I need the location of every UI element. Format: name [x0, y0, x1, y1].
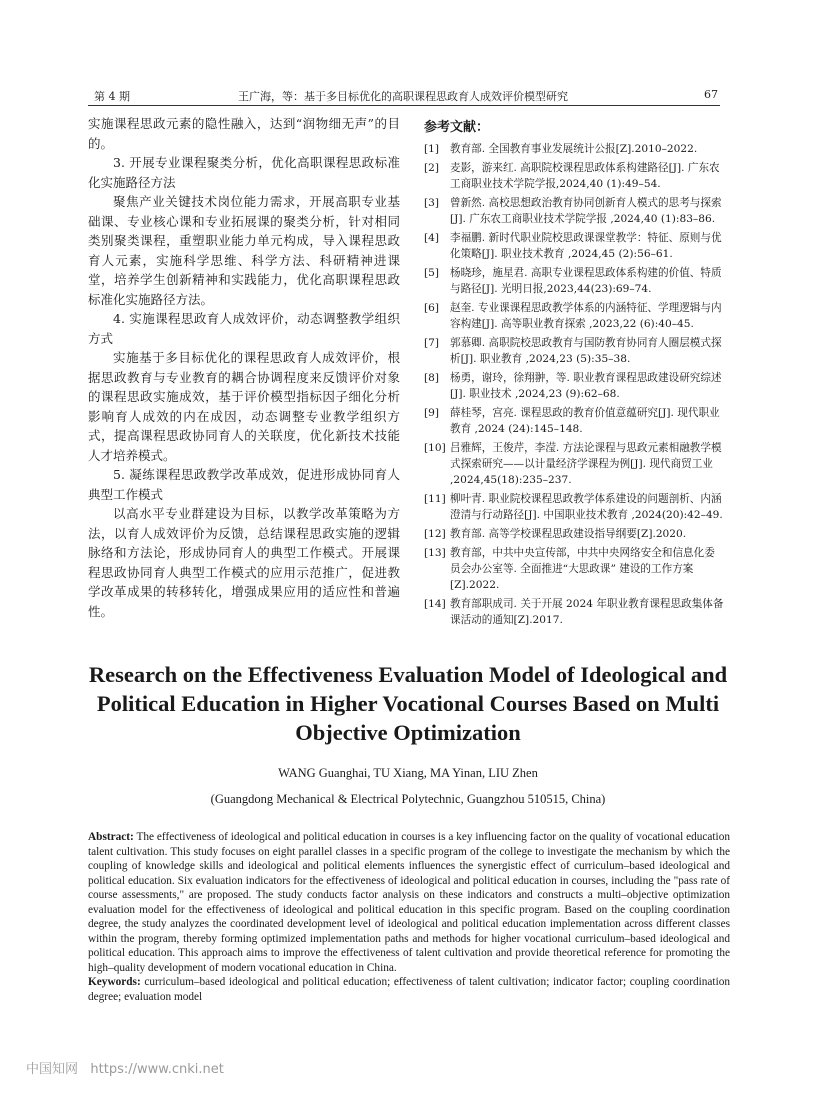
- reference-number: [5]: [424, 267, 440, 279]
- references-section: [424, 116, 724, 631]
- reference-item: [424, 526, 724, 542]
- reference-item: [424, 370, 724, 402]
- reference-text: 赵奎. 专业课课程思政教学体系的内涵特征、学理逻辑与内容构建[J]. 高等职业教育探索 ,2023,22 (6):40–45.: [450, 302, 722, 330]
- reference-number: [1]: [424, 143, 440, 155]
- abstract-paragraph: [88, 830, 730, 975]
- reference-number: [9]: [424, 407, 440, 419]
- reference-text: 吕雅辉，王俊芹，李滢. 方法论课程与思政元素相融教学模式探索研究——以计量经济学课程为例[J]. 现代商贸工业 ,2024,45(18):235–237.: [450, 442, 722, 486]
- body-paragraph: 聚焦产业关键技术岗位能力需求，开展高职专业基础课、专业核心课和专业拓展课的聚类分析，针对相同类别聚类课程，重塑职业能力单元构成，导入课程思政育人元素，实施科学思维、科学方法、科研精神进课堂，培养学生创新精神和实践能力，优化高职课程思政标准化实施路径方法。: [88, 194, 400, 307]
- reference-item: [424, 230, 724, 262]
- reference-number: [10]: [424, 442, 446, 454]
- reference-text: 李福鹏. 新时代职业院校思政课课堂教学：特征、原则与优化策略[J]. 职业技术教育 ,2024,45 (2):56–61.: [450, 232, 722, 260]
- affiliation: (Guangdong Mechanical & Electrical Polytechnic, Guangzhou 510515, China): [210, 792, 606, 806]
- reference-text: 曾新然. 高校思想政治教育协同创新育人模式的思考与探索[J]. 广东农工商职业技术学院学报 ,2024,40 (1):83–86.: [450, 197, 722, 225]
- reference-number: [3]: [424, 197, 440, 209]
- reference-item: [424, 596, 724, 628]
- reference-item: [424, 141, 724, 157]
- section-heading: 4. 实施课程思政育人成效评价，动态调整教学组织方式: [88, 311, 400, 346]
- reference-number: [8]: [424, 372, 440, 384]
- reference-text: 杨勇，谢玲，徐翔翀，等. 职业教育课程思政建设研究综述[J]. 职业技术 ,2024,23 (9):62–68.: [450, 372, 722, 400]
- reference-item: [424, 405, 724, 437]
- reference-item: [424, 491, 724, 523]
- reference-number: [14]: [424, 598, 446, 610]
- reference-text: 麦影，游来红. 高职院校课程思政体系构建路径[J]. 广东农工商职业技术学院学报,2024,40 (1):49–54.: [450, 162, 720, 190]
- body-paragraph: 以高水平专业群建设为目标，以教学改革策略为方法，以育人成效评价为反馈，总结课程思政实施的逻辑脉络和方法论，形成协同育人的典型工作模式。开展课程思政协同育人典型工作模式的应用示范推广，促进教学改革成果的转移转化，增强成果应用的适应性和普遍性。: [88, 506, 400, 619]
- running-header: [88, 86, 720, 106]
- keywords-label: Keywords:: [88, 976, 141, 988]
- body-paragraph: 实施基于多目标优化的课程思政育人成效评价，根据思政教育与专业教育的耦合协调程度来反馈评价对象的课程思政实施成效，基于评价模型指标因子细化分析影响育人成效的内在成因，动态调整专业教学组织方式，提高课程思政协同育人的关联度，优化新技术技能人才培养模式。: [88, 350, 400, 463]
- reference-text: 柳叶青. 职业院校课程思政教学体系建设的问题剖析、内涵澄清与行动路径[J]. 中国职业技术教育 ,2024(20):42–49.: [450, 493, 723, 521]
- cnki-watermark: 中国知网 https://www.cnki.net: [26, 1062, 224, 1077]
- reference-number: [6]: [424, 302, 440, 314]
- abstract-text: The effectiveness of ideological and political education in courses is a key influencing factor on the quality of vocational education talent cultivation. This study focuses on eight parallel classes in a specific program of the college to investigate the mechanism by which the coupling of knowledge skills and ideological and political elements influences the synergistic effect of curriculum–based ideological and political education. Six evaluation indicators for the effectiveness of ideological and political education in courses, including the "pass rate of course assessments," are proposed. The study conducts factor analysis on these indicators and constructs a multi–objective optimization evaluation model for the effectiveness of ideological and political education in this specific program. Based on the coupling coordination degree, the study analyzes the coordinated development level of ideological and political education implementation across different classes within the program, thereby forming optimized implementation paths and methods for higher vocational curriculum–based ideological and political education. This approach aims to improve the effectiveness of talent cultivation and provide theoretical reference for promoting the high–quality development of modern vocational education in China.: [88, 831, 730, 974]
- reference-number: [4]: [424, 232, 440, 244]
- reference-number: [12]: [424, 528, 446, 540]
- keywords-paragraph: [88, 975, 730, 1004]
- reference-text: 郭慕卿. 高职院校思政教育与国防教育协同育人圈层模式探析[J]. 职业教育 ,2024,23 (5):35–38.: [450, 337, 722, 365]
- page-number: 67: [704, 88, 718, 101]
- section-heading: 3. 开展专业课程聚类分析，优化高职课程思政标准化实施路径方法: [88, 155, 400, 190]
- reference-number: [13]: [424, 547, 446, 559]
- reference-text: 杨晓珍，施星君. 高职专业课程思政体系构建的价值、特质与路径[J]. 光明日报,2023,44(23):69–74.: [450, 267, 722, 295]
- section-heading: 5. 凝练课程思政教学改革成效，促进形成协同育人典型工作模式: [88, 467, 400, 502]
- reference-text: 教育部，中共中央宣传部，中共中央网络安全和信息化委员会办公室等. 全面推进“大思政课” 建设的工作方案[Z].2022.: [450, 547, 715, 591]
- abstract-section: [88, 830, 730, 1004]
- running-title: 王广海，等：基于多目标优化的高职课程思政育人成效评价模型研究: [238, 90, 568, 103]
- reference-text: 教育部职成司. 关于开展 2024 年职业教育课程思政集体备课活动的通知[Z].2017.: [450, 598, 724, 626]
- reference-number: [2]: [424, 162, 440, 174]
- reference-number: [7]: [424, 337, 440, 349]
- reference-text: 教育部. 全国教育事业发展统计公报[Z].2010–2022.: [450, 143, 698, 155]
- reference-item: [424, 545, 724, 593]
- body-left-column: [88, 114, 400, 621]
- reference-number: [11]: [424, 493, 446, 505]
- reference-text: 教育部. 高等学校课程思政建设指导纲要[Z].2020.: [450, 528, 687, 540]
- references-title: 参考文献：: [424, 120, 490, 135]
- english-title: Research on the Effectiveness Evaluation Model of Ideological and Political Education in Higher Vocational Courses Based on Multi Objective Optimization: [88, 662, 728, 745]
- header-rule: [88, 105, 720, 106]
- reference-item: [424, 335, 724, 367]
- reference-item: [424, 300, 724, 332]
- body-paragraph: 实施课程思政元素的隐性融入，达到“润物细无声”的目的。: [88, 116, 400, 151]
- reference-text: 薛桂琴，宫亮. 课程思政的教育价值意蕴研究[J]. 现代职业教育 ,2024 (24):145–148.: [450, 407, 720, 435]
- author-list: WANG Guanghai, TU Xiang, MA Yinan, LIU Zhen: [278, 766, 538, 780]
- keywords-text: curriculum–based ideological and political education; effectiveness of talent cultivation; indicator factor; coupling coordination degree; evaluation model: [88, 976, 730, 1003]
- abstract-label: Abstract:: [88, 831, 134, 843]
- reference-item: [424, 265, 724, 297]
- reference-item: [424, 195, 724, 227]
- reference-item: [424, 160, 724, 192]
- reference-item: [424, 440, 724, 488]
- issue-number: 第 4 期: [94, 90, 130, 103]
